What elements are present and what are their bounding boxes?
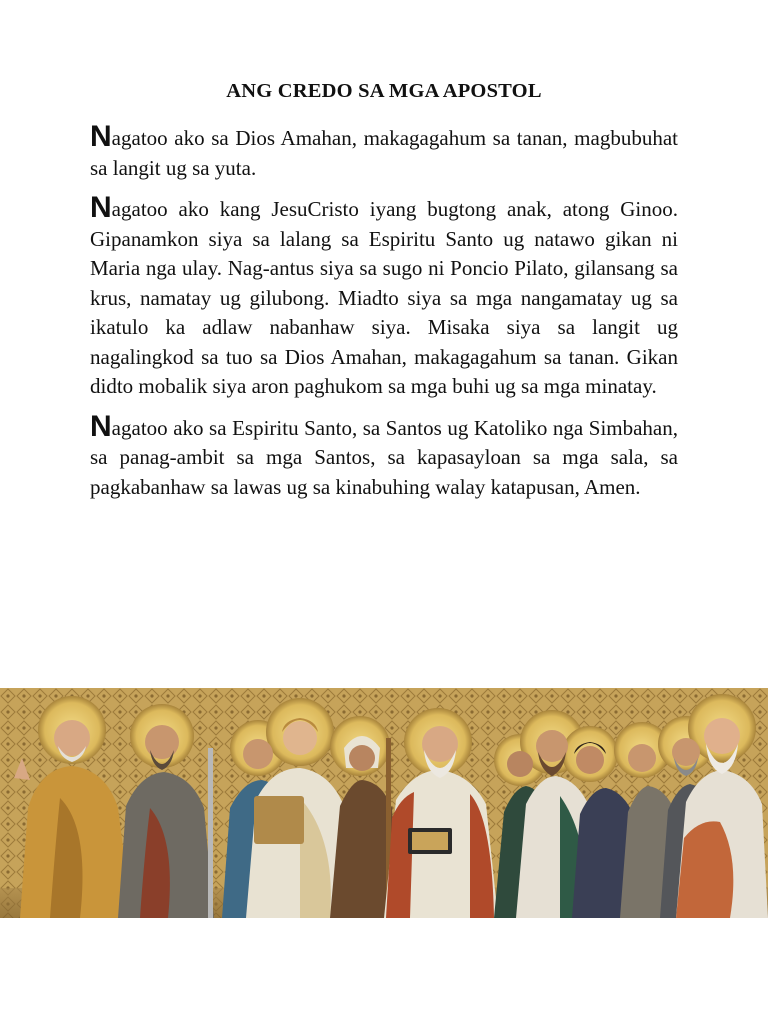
paragraph-text: agatoo ako kang JesuCristo iyang bugtong anak, atong Ginoo. Gipanamkon siya sa lalang sa Espiritu Santo ug natawo gikan ni Maria nga ulay. Nag-antus siya sa sugo ni Poncio Pilato, gilansang sa krus, namatay ug gilubong. Miadto siya sa mga nangamatay ug sa ikatulo ka adlaw nabanhaw siya. Misaka siya sa langit ug nagalingkod sa tuo sa Dios Amahan, makagagahum sa tanan. Gikan didto mobalik siya aron paghukom sa mga buhi ug sa mga minatay. — [90, 197, 678, 398]
drop-cap: N — [90, 191, 112, 224]
drop-cap: N — [90, 120, 112, 153]
paragraph-2 — [90, 193, 678, 402]
paragraph-text: agatoo ako sa Espiritu Santo, sa Santos ug Katoliko nga Simbahan, sa panag-ambit sa mga Santos, sa kapasayloan sa mga sala, sa pagkabanhaw sa lawas ug sa kinabuhing walay katapusan, Amen. — [90, 415, 678, 499]
paragraph-text: agatoo ako sa Dios Amahan, makagagahum sa tanan, magbubuhat sa langit ug sa yuta. — [90, 126, 678, 180]
apostles-painting — [0, 688, 768, 918]
apostles-painting-art — [0, 688, 768, 918]
creed-text — [90, 122, 678, 514]
paragraph-3 — [90, 409, 678, 503]
paragraph-1 — [90, 122, 678, 183]
drop-cap: N — [90, 409, 112, 443]
document-title: ANG CREDO SA MGA APOSTOL — [226, 80, 542, 102]
